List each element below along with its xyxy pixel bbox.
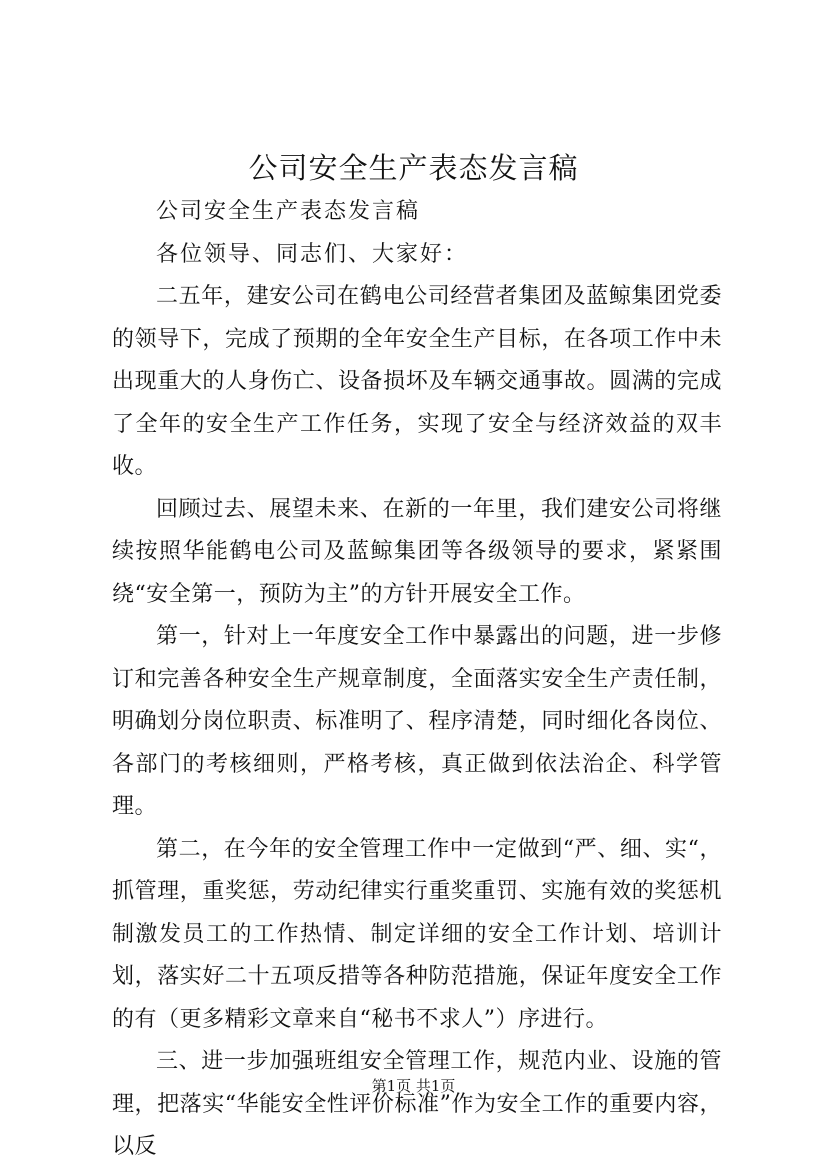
document-title: 公司安全生产表态发言稿 bbox=[248, 151, 579, 185]
document-body bbox=[112, 191, 722, 1169]
body-paragraph: 第二，在今年的安全管理工作中一定做到“严、细、实“，抓管理，重奖惩，劳动纪律实行重奖重罚、实施有效的奖惩机制激发员工的工作热情、制定详细的安全工作计划、培训计划，落实好二十五项反措等各种防范措施，保证年度安全工作的有（更多精彩文章来自“秘书不求人”）序进行。 bbox=[112, 836, 722, 1032]
salutation: 各位领导、同志们、大家好： bbox=[156, 241, 469, 267]
document-subtitle: 公司安全生产表态发言稿 bbox=[156, 199, 421, 224]
body-paragraph: 三、进一步加强班组安全管理工作，规范内业、设施的管理，把落实“华能安全性评价标准”作为安全工作的重要内容，以反 bbox=[112, 1049, 722, 1159]
body-paragraph: 第一，针对上一年度安全工作中暴露出的问题，进一步修订和完善各种安全生产规章制度，全面落实安全生产责任制，明确划分岗位职责、标准明了、程序清楚，同时细化各岗位、各部门的考核细则，严格考核，真正做到依法治企、科学管理。 bbox=[112, 624, 722, 819]
page-number-footer: 第1页 共1页 bbox=[371, 1077, 456, 1095]
body-paragraph: 二五年，建安公司在鹤电公司经营者集团及蓝鲸集团党委的领导下，完成了预期的全年安全生产目标，在各项工作中未出现重大的人身伤亡、设备损坏及车辆交通事故。圆满的完成了全年的安全生产工作任务，实现了安全与经济效益的双丰收。 bbox=[112, 284, 722, 479]
body-paragraph: 回顾过去、展望未来、在新的一年里，我们建安公司将继续按照华能鹤电公司及蓝鲸集团等各级领导的要求，紧紧围绕“安全第一，预防为主”的方针开展安全工作。 bbox=[112, 496, 722, 607]
